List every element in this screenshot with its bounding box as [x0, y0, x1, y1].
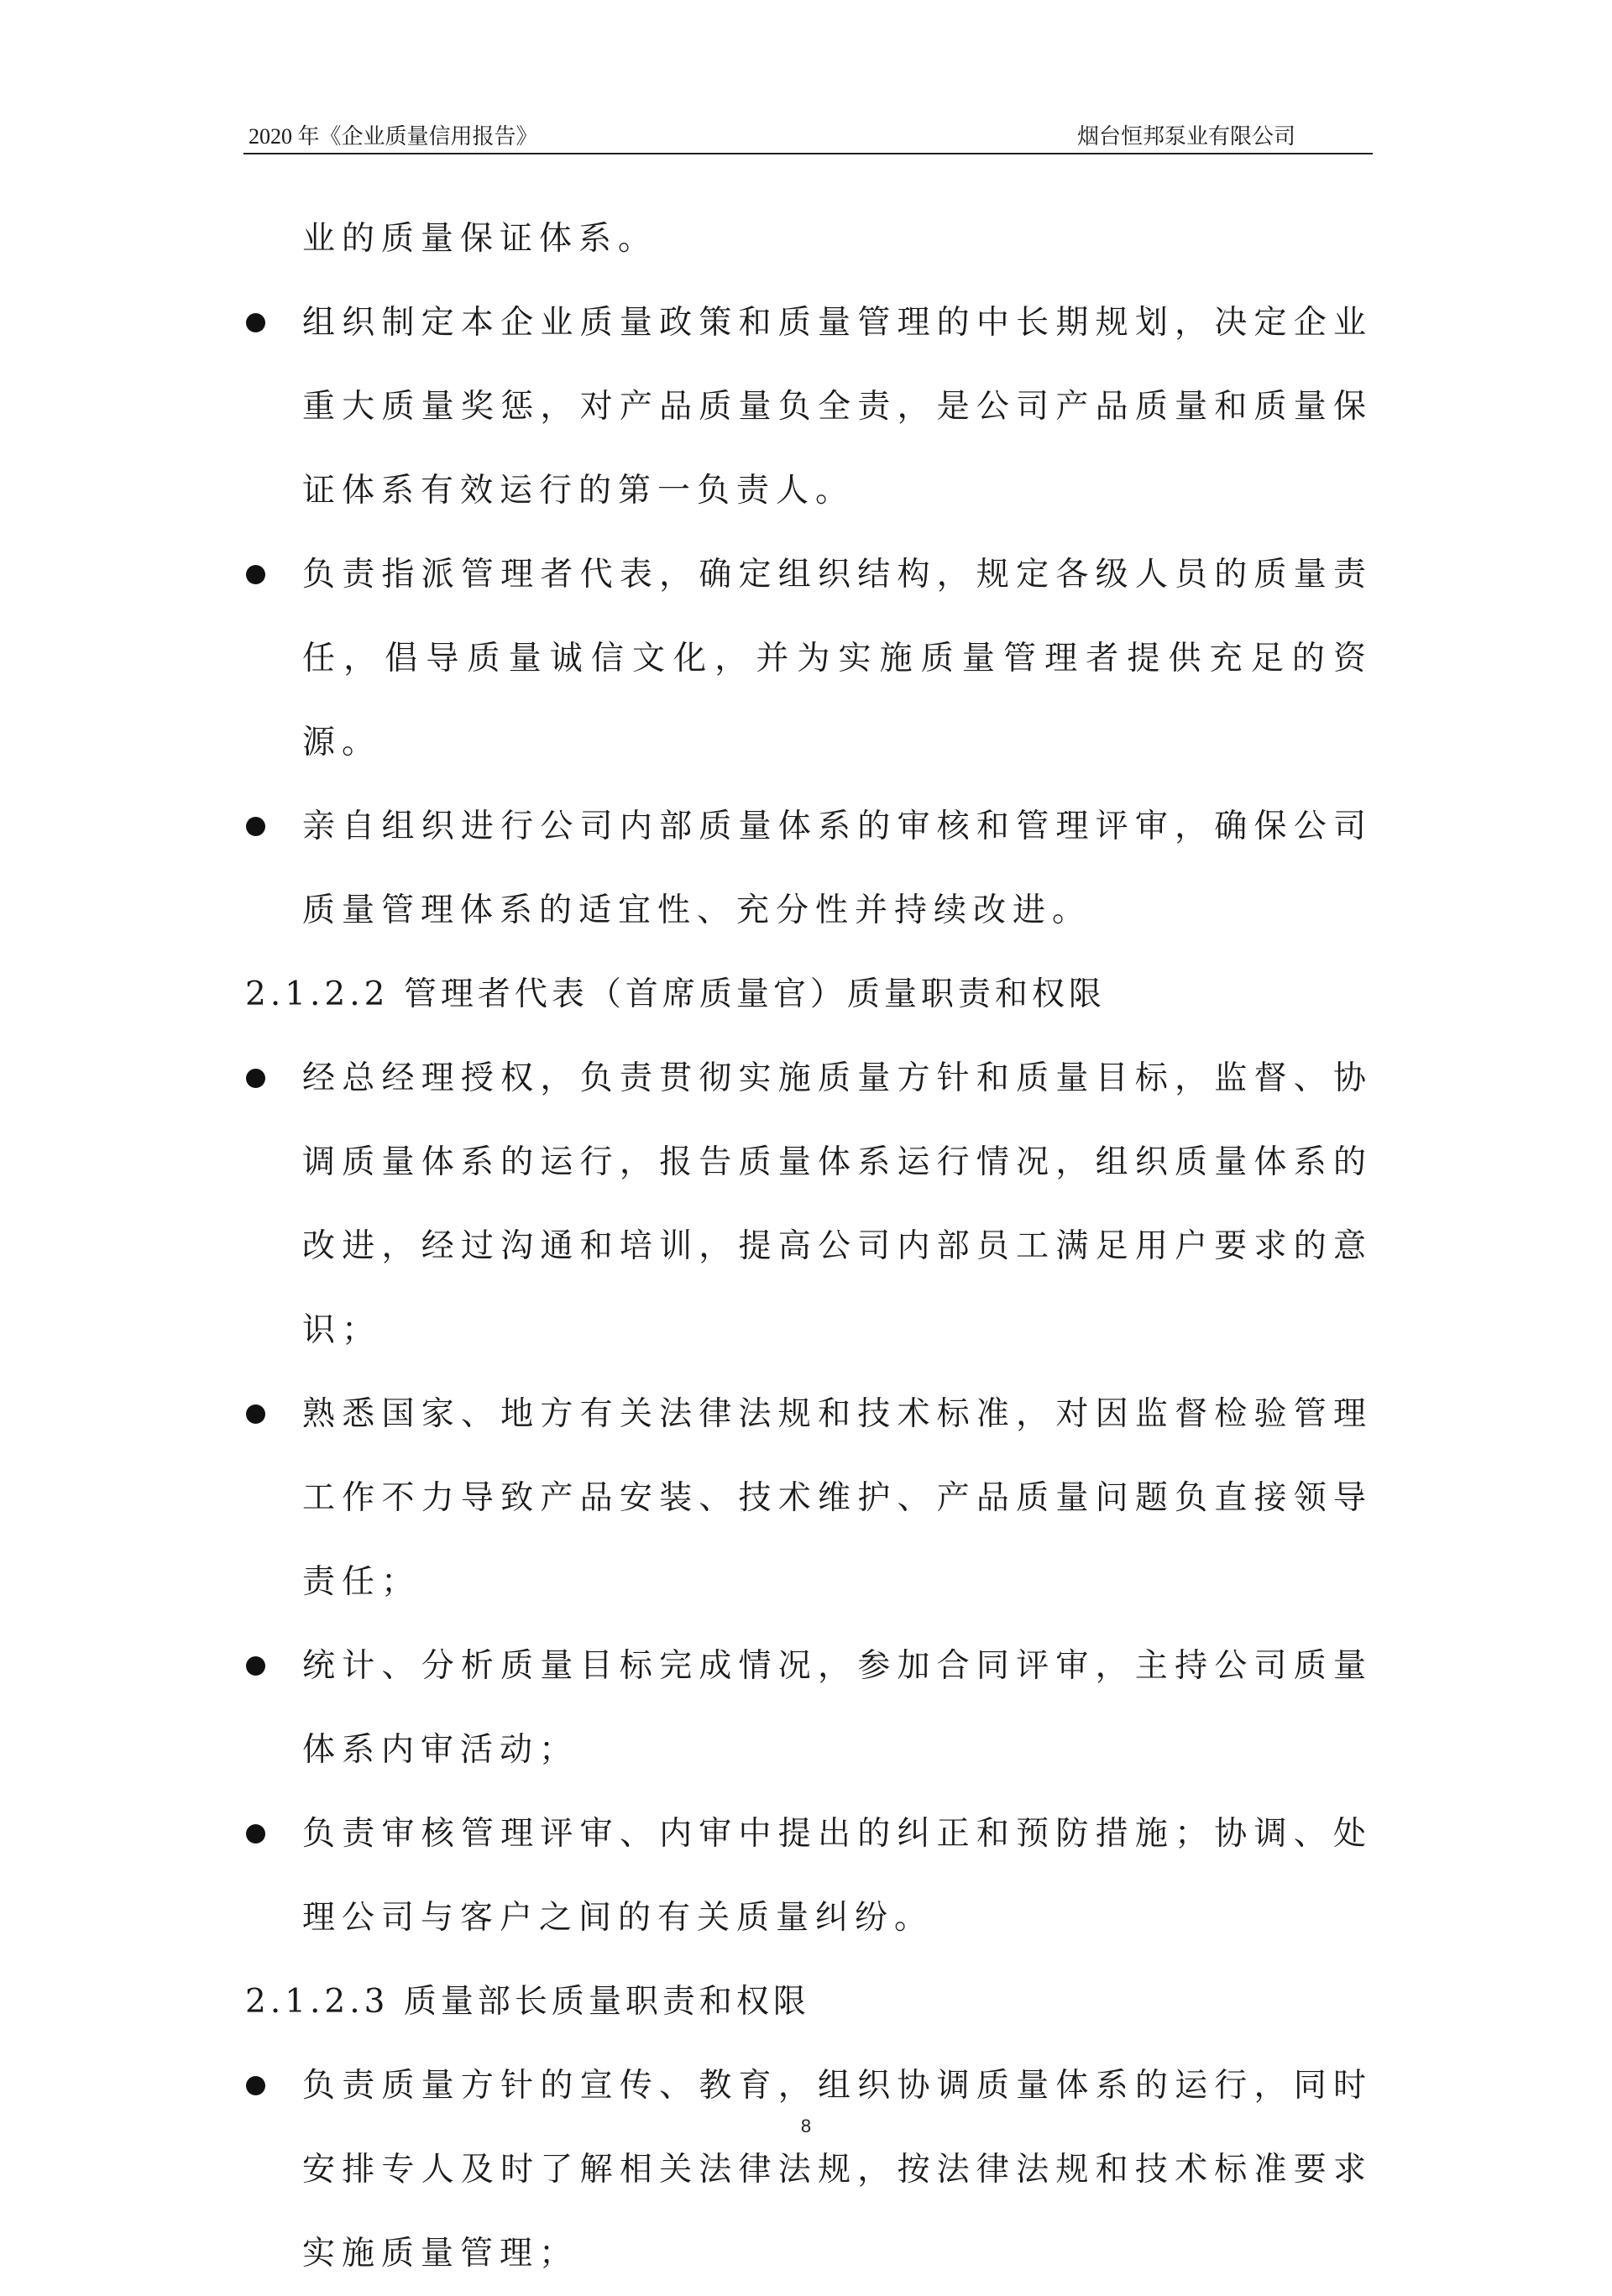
page-number: 8 [800, 2116, 812, 2136]
list-item [243, 785, 1373, 953]
bullet-icon [246, 565, 265, 584]
document-body [243, 197, 1373, 2296]
list-item [243, 533, 1373, 785]
bullet-icon [246, 817, 265, 836]
page-header [243, 118, 1373, 154]
list-item [243, 281, 1373, 533]
bullet-icon [246, 1404, 265, 1424]
list-item-text: 熟悉国家、地方有关法律法规和技术标准，对因监督检验管理工作不力导致产品安装、技术维护、产品质量问题负直接领导责任； [302, 1395, 1373, 1601]
list-item-text: 组织制定本企业质量政策和质量管理的中长期规划，决定企业重大质量奖惩，对产品质量负全责，是公司产品质量和质量保证体系有效运行的第一负责人。 [302, 304, 1373, 510]
list-item-text: 负责审核管理评审、内审中提出的纠正和预防措施；协调、处理公司与客户之间的有关质量纠纷。 [302, 1815, 1373, 1937]
list-item [243, 1373, 1373, 1624]
bullet-icon [246, 2076, 265, 2095]
section-heading: 2.1.2.2 管理者代表（首席质量官）质量职责和权限 [245, 975, 1106, 1013]
section-heading: 2.1.2.3 质量部长质量职责和权限 [245, 1983, 810, 2021]
list-item-text: 负责指派管理者代表，确定组织结构，规定各级人员的质量责任，倡导质量诚信文化，并为实施质量管理者提供充足的资源。 [302, 556, 1373, 761]
continuation-text: 业的质量保证体系。 [302, 220, 658, 258]
bullet-icon [246, 1656, 265, 1676]
list-item-text: 亲自组织进行公司内部质量体系的审核和管理评审，确保公司质量管理体系的适宜性、充分性并持续改进。 [302, 808, 1373, 929]
list-item-text: 负责质量方针的宣传、教育，组织协调质量体系的运行，同时安排专人及时了解相关法律法规，按法律法规和技术标准要求实施质量管理； [302, 2067, 1373, 2272]
bullet-icon [246, 1824, 265, 1844]
list-item-text: 统计、分析质量目标完成情况，参加合同评审，主持公司质量体系内审活动； [302, 1647, 1373, 1769]
list-item [243, 1037, 1373, 1373]
header-company-name: 烟台恒邦泵业有限公司 [1076, 124, 1295, 149]
bullet-icon [246, 313, 265, 332]
header-report-title: 2020 年《企业质量信用报告》 [249, 124, 538, 149]
bullet-icon [246, 1069, 265, 1088]
list-item [243, 1792, 1373, 1960]
list-item [243, 2044, 1373, 2296]
list-item [243, 1624, 1373, 1792]
list-item-text: 经总经理授权，负责贯彻实施质量方针和质量目标，监督、协调质量体系的运行，报告质量体系运行情况，组织质量体系的改进，经过沟通和培训，提高公司内部员工满足用户要求的意识； [302, 1059, 1373, 1349]
